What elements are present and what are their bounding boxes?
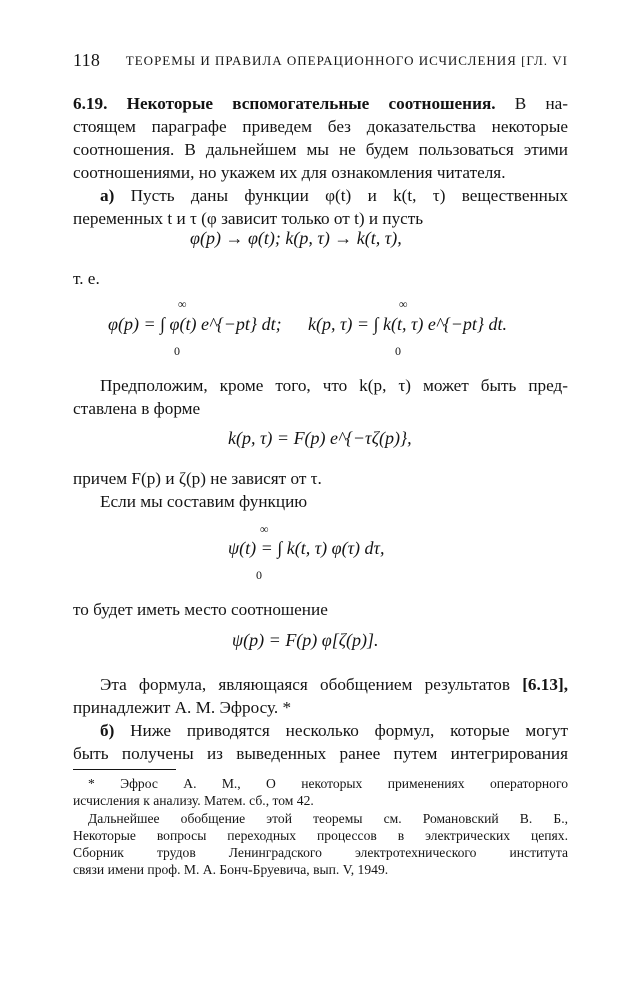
paragraph-line: соотношения. В дальнейшем мы не будем пользоваться этими [73,140,568,159]
running-title: ТЕОРЕМЫ И ПРАВИЛА ОПЕРАЦИОННОГО ИСЧИСЛЕНИЯ [ГЛ. VI [125,53,568,68]
equation-efros: ψ(p) = F(p) φ[ζ(p)]. [232,630,379,650]
lower-limit: 0 [174,344,180,358]
upper-limit: ∞ [260,522,269,536]
paragraph-line: переменных t и τ (φ зависит только от t) и пусть [73,209,424,228]
item-a-label: а) [100,186,115,205]
paragraph-line: Предположим, кроме того, что k(p, τ) может быть пред- [100,376,568,395]
chapter-marker: [ГЛ. VI [521,53,568,68]
section-number: 6.19. [73,94,108,113]
paragraph-line: то будет иметь место соотношение [73,600,328,619]
item-b-label: б) [100,721,115,740]
paragraph-line: причем F(p) и ζ(p) не зависят от τ. [73,469,322,488]
section-heading-line: 6.19. Некоторые вспомогательные соотношения. В на- [73,94,568,113]
paragraph-line: принадлежит А. М. Эфросу. * [73,698,292,717]
equation-k-integral: k(p, τ) = ∫ k(t, τ) e^{−pt} dt. [308,314,508,334]
equation-correspondence: φ(p) → φ(t); k(p, τ) → k(t, τ), [190,228,402,248]
running-header [73,50,568,71]
paragraph-line: соотношениями, но укажем их для ознакомления читателя. [73,163,506,182]
footnote-rule [73,769,176,770]
footnote-line: Дальнейшее обобщение этой теоремы см. Романовский В. Б., [88,811,568,826]
reference-link: [6.13], [522,675,569,694]
footnote-line: Сборник трудов Ленинградского электротехнического института [73,845,568,860]
upper-limit: ∞ [178,297,187,311]
paragraph-line: Эта формула, являющаяся обобщением результатов [6.13], [100,675,569,694]
equation-psi-integral: ψ(t) = ∫ k(t, τ) φ(τ) dτ, [228,538,385,558]
te-line: т. е. [73,269,100,288]
paragraph-line: Если мы составим функцию [100,492,308,511]
item-b-line: б) Ниже приводятся несколько формул, которые могут [100,721,568,740]
upper-limit: ∞ [399,297,408,311]
footnote-line: * Эфрос А. М., О некоторых применениях операторного [88,776,568,791]
section-title: Некоторые вспомогательные соотношения. [126,94,496,113]
item-a-line: а) Пусть даны функции φ(t) и k(t, τ) вещественных [100,186,568,205]
paragraph-line: стоящем параграфе приведем без доказательства некоторые [73,117,568,136]
footnote-line: связи имени проф. М. А. Бонч-Бруевича, вып. V, 1949. [73,862,389,877]
footnote-line: Некоторые вопросы переходных процессов в электрических цепях. [73,828,568,843]
equation-k-form: k(p, τ) = F(p) e^{−τζ(p)}, [228,428,412,448]
lower-limit: 0 [256,568,262,582]
paragraph-line: ставлена в форме [73,399,201,418]
page-number: 118 [73,50,101,70]
paragraph-line: быть получены из выведенных ранее путем интегрирования [73,744,568,763]
footnote-line: исчисления к анализу. Матем. сб., том 42. [73,793,314,808]
equation-phi-integral: φ(p) = ∫ φ(t) e^{−pt} dt; [108,314,282,334]
lower-limit: 0 [395,344,401,358]
